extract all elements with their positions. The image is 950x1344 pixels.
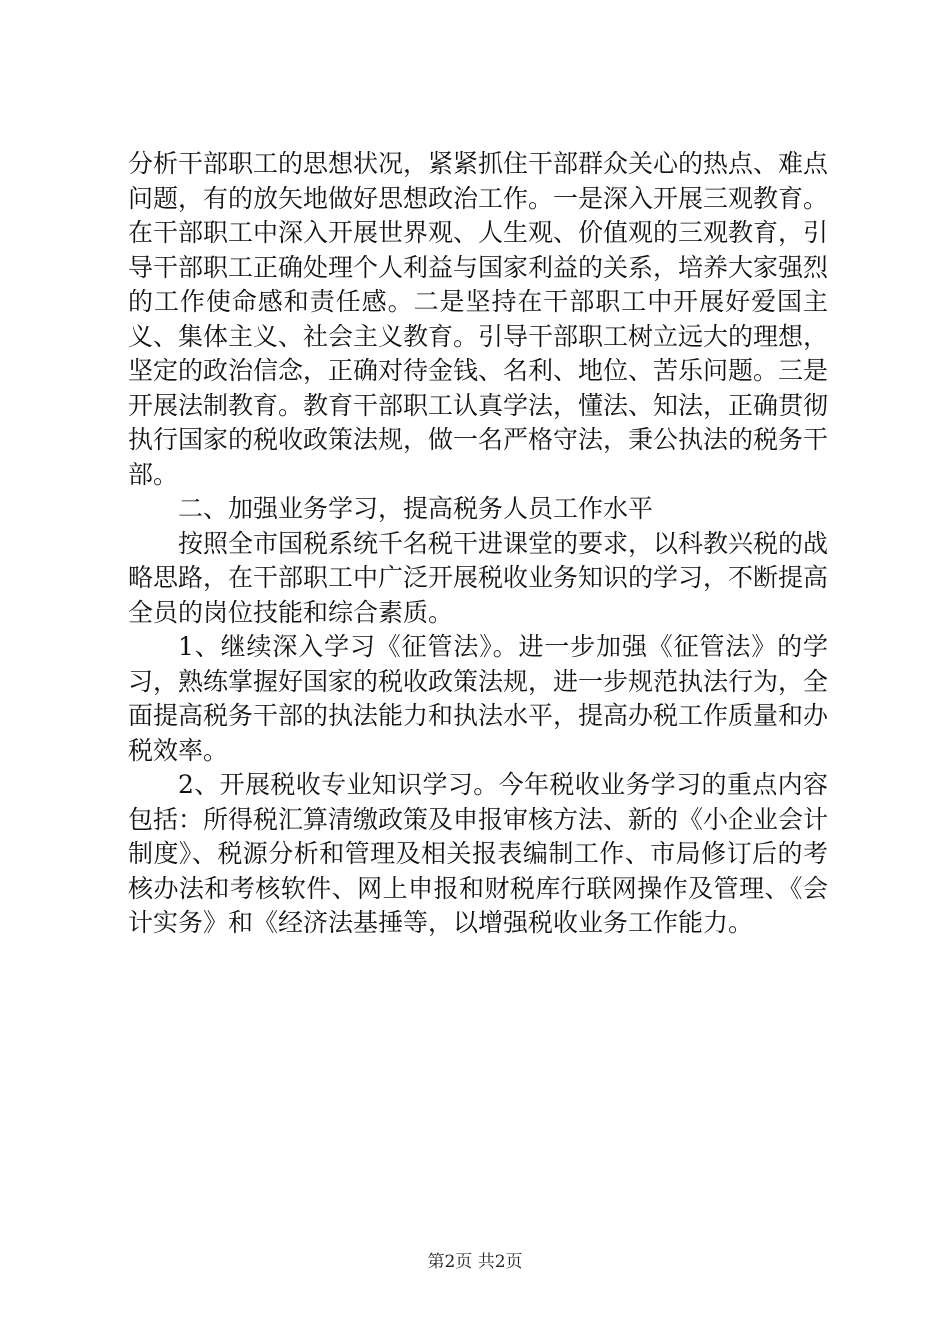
section-heading-business-study: 二、加强业务学习，提高税务人员工作水平 bbox=[178, 494, 654, 523]
page-number-footer: 第2页 共2页 bbox=[427, 1252, 523, 1272]
paragraph-item-2: 2、开展税收专业知识学习。今年税收业务学习的重点内容包括：所得税汇算清缴政策及申报审核方法、新的《小企业会计制度》、税源分析和管理及相关报表编制工作、市局修订后的考核办法和考核软件、网上申报和财税库行联网操作及管理、《会计实务》和《经济法基捶等，以增强税收业务工作能力。 bbox=[128, 770, 829, 937]
paragraph-ideology: 分析干部职工的思想状况，紧紧抓住干部群众关心的热点、难点问题，有的放矢地做好思想政治工作。一是深入开展三观教育。在干部职工中深入开展世界观、人生观、价值观的三观教育，引导干部职工正确处理个人利益与国家利益的关系，培养大家强烈的工作使命感和责任感。二是坚持在干部职工中开展好爱国主义、集体主义、社会主义教育。引导干部职工树立远大的理想，坚定的政治信念，正确对待金钱、名利、地位、苦乐问题。三是开展法制教育。教育干部职工认真学法，懂法、知法，正确贯彻执行国家的税收政策法规，做一名严格守法，秉公执法的税务干部。 bbox=[128, 149, 829, 489]
paragraph-study-requirements: 按照全市国税系统千名税干进课堂的要求，以科教兴税的战略思路，在干部职工中广泛开展税收业务知识的学习，不断提高全员的岗位技能和综合素质。 bbox=[128, 528, 829, 627]
paragraph-item-1: 1、继续深入学习《征管法》。进一步加强《征管法》的学习，熟练掌握好国家的税收政策法规，进一步规范执法行为，全面提高税务干部的执法能力和执法水平，提高办税工作质量和办税效率。 bbox=[128, 632, 829, 765]
document-body bbox=[128, 147, 828, 941]
